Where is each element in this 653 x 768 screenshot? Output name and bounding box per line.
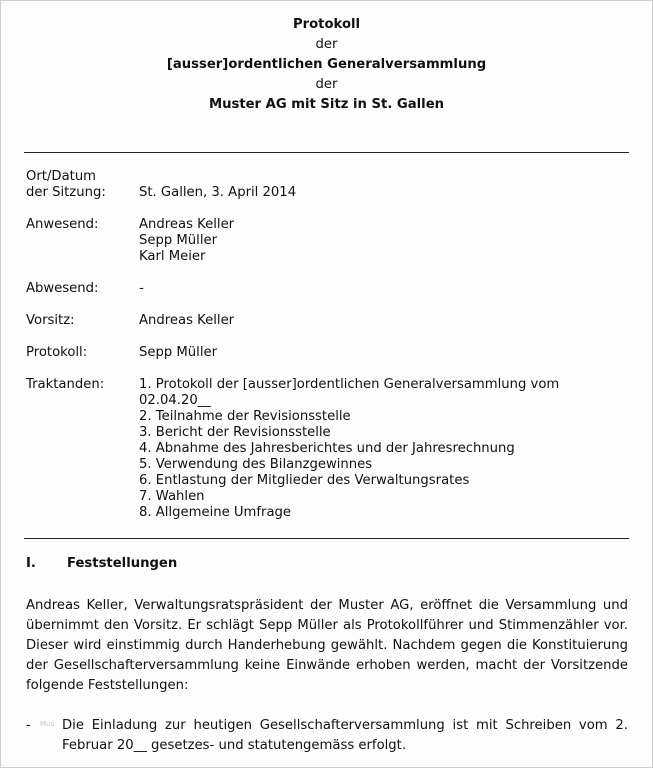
meta-ort-datum <box>26 169 631 201</box>
divider-middle <box>24 538 629 539</box>
company-name: Muster AG mit Sitz in St. Gallen <box>208 97 445 112</box>
attendee: Andreas Keller <box>139 217 235 232</box>
agenda-item: 5. Verwendung des Bilanzgewinnes <box>139 457 373 472</box>
agenda-item: 1. Protokoll der [ausser]ordentlichen Generalversammlung vom <box>139 377 560 392</box>
header-connector: der <box>315 37 338 52</box>
divider-top <box>24 152 629 153</box>
anwesend-list <box>139 217 629 265</box>
meta-abwesend <box>26 281 631 297</box>
protokoll-value: Sepp Müller <box>139 345 218 360</box>
meta-vorsitz <box>26 313 631 329</box>
section-paragraph: Andreas Keller, Verwaltungsratspräsident der Muster AG, eröffnet die Versammlung und übernimmt den Vorsitz. Er schlägt Sepp Müller als Protokollführer und Stimmenzähler vor. Dieser wird einstimmig durch Handerhebung gewählt. Nachdem gegen die Konstituierung der Gesellschafterversammlung keine Einwände erhoben werden, macht der Vorsitzende folgende Feststellungen: <box>26 598 628 693</box>
agenda-item: 02.04.20__ <box>139 393 211 408</box>
header-connector: der <box>315 77 338 92</box>
protokoll-label: Protokoll: <box>26 345 88 360</box>
agenda-item: 4. Abnahme des Jahresberichtes und der Jahresrechnung <box>139 441 515 456</box>
agenda-item: 8. Allgemeine Umfrage <box>139 505 292 520</box>
vorsitz-value: Andreas Keller <box>139 313 235 328</box>
abwesend-value: - <box>139 281 144 296</box>
meeting-name: [ausser]ordentlichen Generalversammlung <box>166 57 487 72</box>
ort-label <box>26 169 136 201</box>
agenda-item: 7. Wahlen <box>139 489 205 504</box>
section-number: I. <box>26 556 36 571</box>
traktanden-list <box>139 377 629 521</box>
bullet-text: Die Einladung zur heutigen Gesellschafterversammlung ist mit Schreiben vom 2. Februar 20__ gesetzes- und statutengemäss erfolgt. <box>62 718 628 753</box>
section-title: Feststellungen <box>67 556 178 571</box>
anwesend-label: Anwesend: <box>26 217 99 232</box>
ort-value: St. Gallen, 3. April 2014 <box>139 185 297 200</box>
bullet-dash: - <box>26 718 31 733</box>
document-header <box>0 15 653 115</box>
document-title: Protokoll <box>292 17 361 32</box>
section-heading <box>26 556 177 572</box>
ort-label-line1: Ort/Datum <box>26 169 97 184</box>
agenda-item: 6. Entlastung der Mitglieder des Verwaltungsrates <box>139 473 470 488</box>
vorsitz-label: Vorsitz: <box>26 313 75 328</box>
agenda-item: 3. Bericht der Revisionsstelle <box>139 425 331 440</box>
agenda-item: 2. Teilnahme der Revisionsstelle <box>139 409 351 424</box>
meta-protokoll <box>26 345 631 361</box>
meta-traktanden <box>26 377 631 521</box>
ort-label-line2: der Sitzung: <box>26 185 106 200</box>
attendee: Karl Meier <box>139 249 206 264</box>
abwesend-label: Abwesend: <box>26 281 99 296</box>
faint-watermark-text: Mus <box>40 720 55 728</box>
traktanden-label: Traktanden: <box>26 377 105 392</box>
meta-anwesend <box>26 217 631 265</box>
attendee: Sepp Müller <box>139 233 218 248</box>
